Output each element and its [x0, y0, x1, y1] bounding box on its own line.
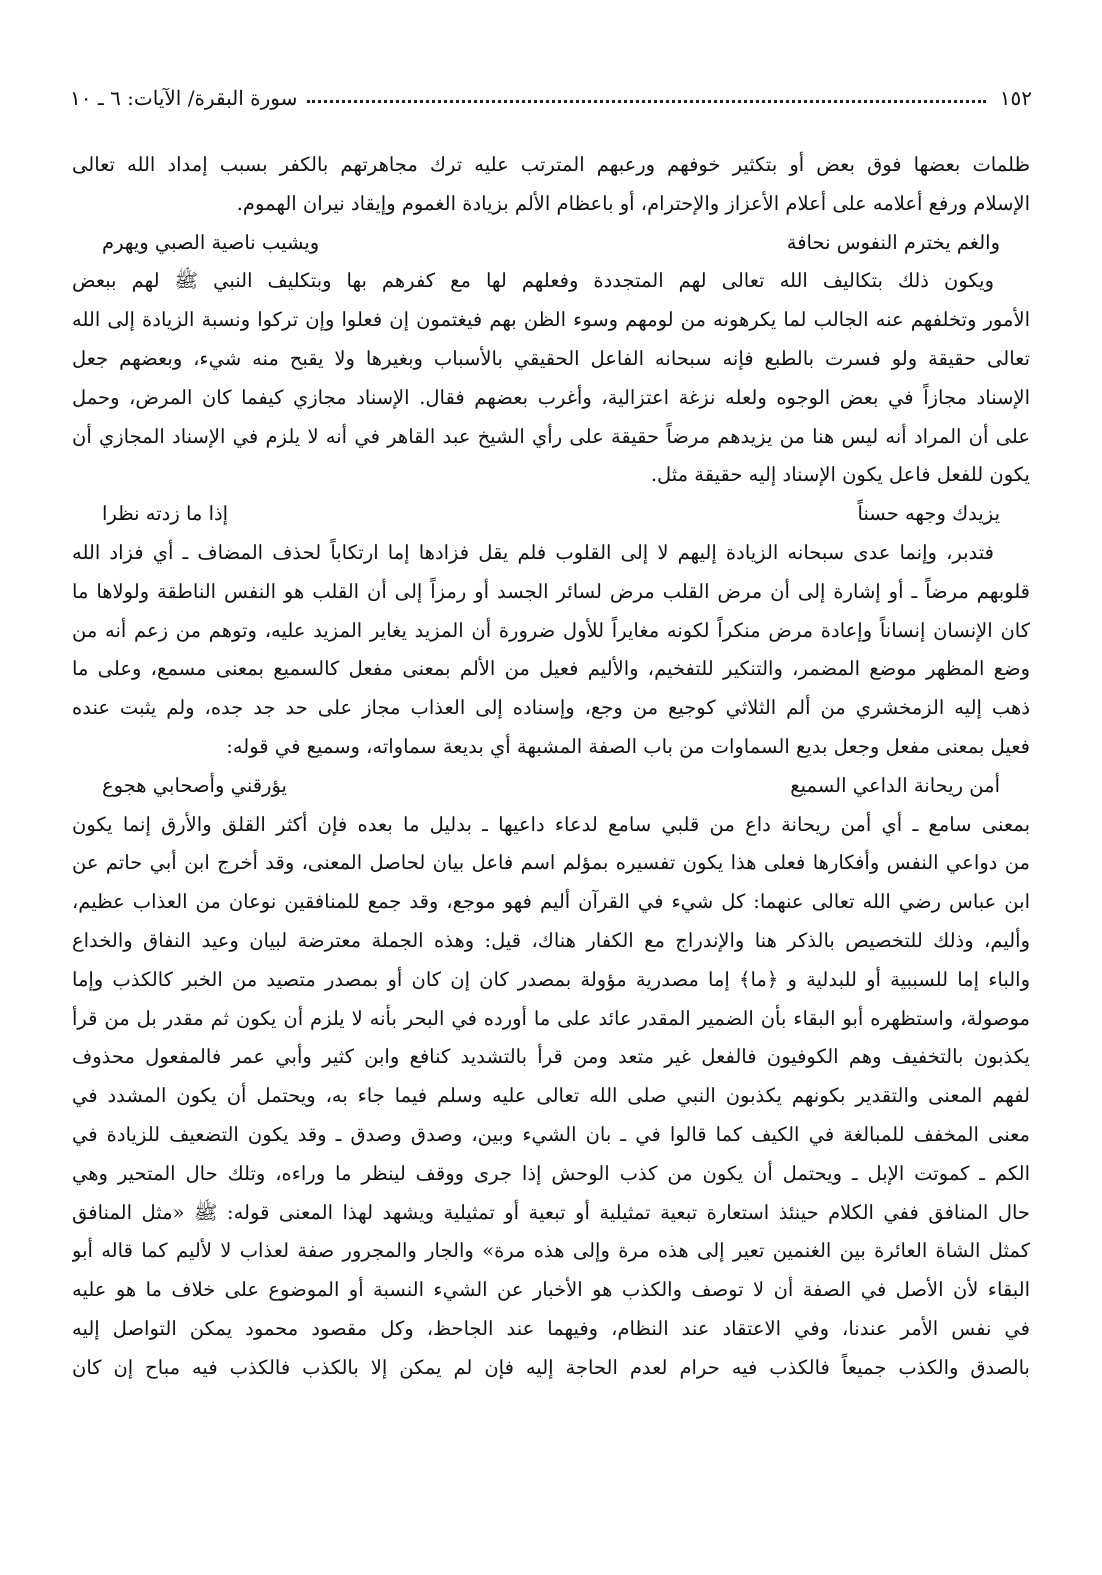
text-line: في نفس الأمر عندنا، وفي الاعتقاد عند النظام، وفيهما عند الجاحظ، وكل مقصود محمود يمكن التواصل إليه: [72, 1316, 1030, 1340]
text-line: ويكون ذلك بتكاليف الله تعالى لهم المتجددة وفعلهم لها مع كفرهم بها وبتكليف النبي ﷺ لهم ببعض: [72, 269, 994, 293]
text-line: الإسناد مجازاً في بعض الوجوه ولعله نزغة اعتزالية، وأغرب بعضهم فقال. الإسناد مجازي كيفما كان المرض، وحمل: [72, 385, 1030, 409]
text-line: معنى المخفف للمبالغة في الكيف كما قالوا في ـ بان الشيء وبين، وصدق وصدق ـ وقد يكون التضعيف للزيادة في: [72, 1122, 1030, 1146]
text-line: يكذبون بالتخفيف وهم الكوفيون فالفعل غير متعد ومن قرأ بالتشديد كنافع وابن كثير وأبي عمر فالمفعول محذوف: [72, 1045, 1030, 1069]
text-line: قلوبهم مرضاً ـ أو إشارة إلى أن مرض القلب مرض لسائر الجسد أو رمزاً إلى أن القلب هو النفس الناطقة ولولاها ما: [72, 579, 1030, 603]
page-header: [70, 78, 1032, 118]
text-line: ابن عباس رضي الله تعالى عنهما: كل شيء في القرآن أليم فهو موجع، وقد جمع للمنافقين نوعان من العذاب عظيم،: [72, 890, 1030, 914]
text-line: ظلمات بعضها فوق بعض أو بتكثير خوفهم ورعبهم المترتب عليه ترك مجاهرتهم بالكفر بسبب إمداد الله تعالى: [72, 153, 1030, 176]
verse-couplet: [72, 495, 1030, 534]
text-line: لفهم المعنى والتقدير بكونهم يكذبون النبي صلى الله تعالى عليه وسلم فيما جاء به، ويحتمل أن يكون المشدد في: [72, 1084, 1030, 1108]
text-line: كان الإنسان إنساناً وإعادة مرض منكراً لكونه مغايراً للأول ضرورة أن المزيد يغاير المزيد عليه، وتوهم من زعم أنه من: [72, 618, 1030, 642]
text-line: البقاء لأن الأصل في الصفة أن لا توصف والكذب هو الأخبار عن الشيء النسبة أو الموضوع على خلاف ما هو عليه: [72, 1278, 1030, 1302]
page-number: ١٥٢: [999, 86, 1032, 110]
verse-hemistich-second: يؤرقني وأصحابي هجوع: [102, 773, 287, 797]
text-line: كمثل الشاة العائرة بين الغنمين تعير إلى هذه مرة وإلى هذه مرة» والجار والمجرور صفة لعذاب لا لأليم كما قاله أبو: [72, 1239, 1030, 1263]
verse-hemistich-first: يزيدك وجهه حسناً: [857, 502, 1000, 526]
text-line: وضع المظهر موضع المضمر، والتنكير للتفخيم، والأليم فعيل من الألم بمعنى مفعل كالسميع بمعنى مسمع، وعلى ما: [72, 657, 1030, 681]
text-line: من دواعي النفس وأفكارها فعلى هذا يكون تفسيره بمؤلم اسم فاعل بيان لحاصل المعنى، وقد أخرج ابن أبي حاتم عن: [72, 851, 1030, 875]
text-line: وأليم، وذلك للتخصيص بالذكر هنا والإندراج مع الكفار هناك، قيل: وهذه الجملة معترضة لبيان وعيد النفاق والخداع: [72, 928, 1030, 952]
header-dotted-leader: [307, 100, 985, 103]
text-line: بمعنى سامع ـ أي أمن ريحانة داع من قلبي سامع لدعاء داعيها ـ بدليل ما بعده فإن أكثر القلق والأرق إنما يكون: [72, 812, 1030, 836]
verse-hemistich-first: أمن ريحانة الداعي السميع: [790, 773, 1000, 797]
text-line: يكون للفعل فاعل يكون الإسناد إليه حقيقة مثل.: [650, 463, 1030, 487]
text-line: فعيل بمعنى مفعل وجعل بديع السماوات من باب الصفة المشبهة أي بديعة سماواته، وسميع في قوله:: [226, 734, 1030, 758]
text-line: حال المنافق ففي الكلام حينئذ استعارة تبعية تمثيلية أو تبعية أو تمثيلية ويشهد لهذا المعنى قوله: ﷺ «مثل المنافق: [72, 1200, 1030, 1224]
verse-hemistich-second: ويشيب ناصية الصبي ويهرم: [102, 230, 320, 254]
text-line: موصولة، واستظهره أبو البقاء بأن الضمير المقدر عائد على ما أورده في البحر بأنه لا يلزم أن يكون ثم مقدر بل من قرأ: [72, 1006, 1030, 1030]
verse-hemistich-first: والغم يخترم النفوس نحافة: [786, 230, 1000, 254]
body-text: [72, 146, 1030, 1388]
text-line: فتدبر، وإنما عدى سبحانه الزيادة إليهم لا إلى القلوب فلم يقل فزادها إما ارتكاباً لحذف المضاف ـ أي فزاد الله: [72, 540, 994, 564]
running-title: سورة البقرة/ الآيات: ٦ ـ ١٠: [70, 86, 298, 110]
text-line: بالصدق والكذب جميعاً فالكذب فيه حرام لعدم الحاجة إليه فإن لم يمكن إلا بالكذب فالكذب فيه مباح إن كان: [72, 1355, 1030, 1379]
verse-hemistich-second: إذا ما زدته نظرا: [102, 502, 229, 526]
text-line: الإسلام ورفع أعلامه على أعلام الأعزاز والإحترام، أو باعظام الألم بزيادة الغموم وإيقاد نيران الهموم.: [236, 191, 1030, 215]
text-line: والباء إما للسببية أو للبدلية و ﴿ما﴾ إما مصدرية مؤولة بمصدر كان إن كان أو بمصدر متصيد من الخبر كالكذب وإما: [72, 967, 1030, 991]
verse-couplet: [72, 224, 1030, 263]
text-line: ذهب إليه الزمخشري من ألم الثلاثي كوجيع من وجع، وإسناده إلى العذاب مجاز على حد جد جده، ولم يثبت عنده: [72, 696, 1030, 720]
text-line: الأمور وتخلفهم عنه الجالب لما يكرهونه من لومهم وسوء الظن بهم فيغتمون إن فعلوا وإن تركوا ونسبة الزيادة إلى الله: [72, 308, 1030, 332]
text-line: تعالى حقيقة ولو فسرت بالطبع فإنه سبحانه الفاعل الحقيقي بالأسباب وبغيرها ولا يقبح منه شيء، وبعضهم جعل: [72, 346, 1030, 370]
text-line: الكم ـ كموتت الإبل ـ ويحتمل أن يكون من كذب الوحش إذا جرى ووقف لينظر ما وراءه، وتلك حال المتحير وهي: [72, 1161, 1030, 1185]
verse-couplet: [72, 767, 1030, 806]
text-line: على أن المراد أنه ليس هنا من يزيدهم مرضاً حقيقة على رأي الشيخ عبد القاهر في أنه لا يلزم في الإسناد المجازي أن: [72, 424, 1030, 448]
